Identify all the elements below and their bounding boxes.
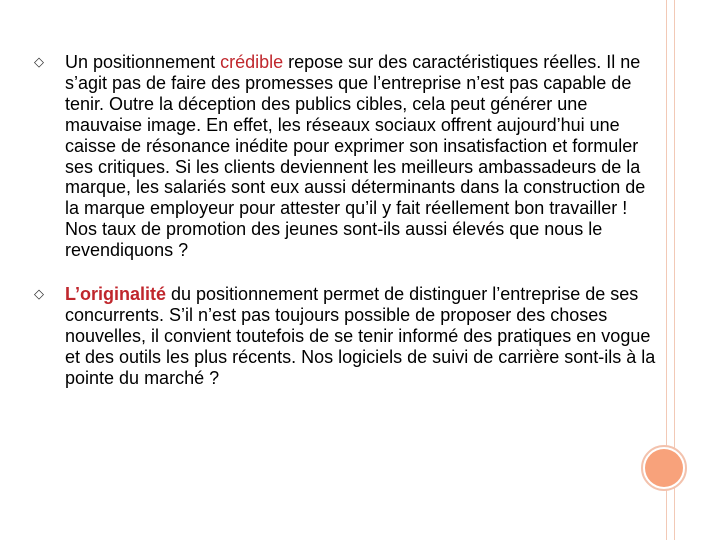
bullet-item [34,52,660,261]
hollow-diamond-bullet-icon: ◇ [34,286,44,302]
hollow-diamond-bullet-icon: ◇ [34,54,44,69]
bullet-keyword: L’originalité [65,284,167,305]
bullet-body-text: du positionnement permet de distinguer l’entreprise de ses concurrents. S’il n’est pas toujours possible de proposer des choses nouvelles, il convient toutefois de se tenir informé des pratiques en vogue et des outils les plus récents. Nos logiciels de suivi de carrière sont-ils à la pointe du marché ? [65,284,656,388]
bullet-body-text: repose sur des caractéristiques réelles. Il ne s’agit pas de faire des promesses que l’entreprise n’est pas capable de tenir. Outre la déception des publics cibles, cela peut générer une mauvaise image. En effet, les réseaux sociaux offrent aujourd’hui une caisse de résonance inédite pour exprimer son insatisfaction et formuler ses critiques. Si les clients deviennent les meilleurs ambassadeurs de la marque, les salariés sont eux aussi déterminants dans la construction de la marque employeur pour attester qu’il y fait réellement bon travailler ! Nos taux de promotion des jeunes sont-ils aussi élevés que nous le revendiquons ? [65,52,646,261]
decorative-circle-fill [645,449,683,487]
bullet-list [34,52,660,389]
bullet-keyword: crédible [220,52,284,72]
bullet-item [34,284,660,389]
bullet-lead-text: Un positionnement [65,52,221,72]
